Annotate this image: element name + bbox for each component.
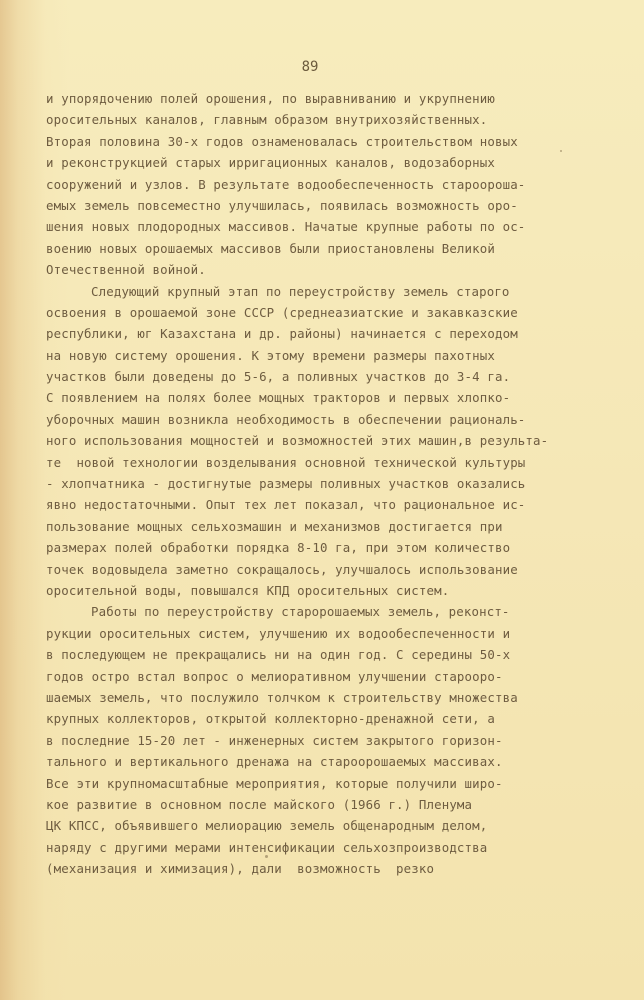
text-line: точек водовыдела заметно сокращалось, улучшалось использование — [46, 561, 518, 577]
page-number: 89 — [301, 59, 319, 75]
text-line: уборочных машин возникла необходимость в обеспечении рациональ- — [46, 411, 526, 427]
text-line: ного использования мощностей и возможностей этих машин,в результа- — [46, 433, 549, 449]
text-line: пользование мощных сельхозмашин и механизмов достигается при — [46, 518, 503, 534]
text-line: крупных коллекторов, открытой коллекторно-дренажной сети, а — [46, 711, 495, 727]
text-line: С появлением на полях более мощных тракторов и первых хлопко- — [46, 390, 511, 406]
text-line: Все эти крупномасштабные мероприятия, которые получили широ- — [46, 775, 503, 791]
paper-speck — [265, 855, 268, 858]
text-line: Отечественной войной. — [46, 262, 206, 278]
body-text — [46, 88, 636, 879]
text-line: - хлопчатника - достигнутые размеры поливных участков оказались — [46, 476, 526, 492]
text-line: те новой технологии возделывания основной технической культуры — [46, 454, 526, 470]
text-line: кое развитие в основном после майского (1966 г.) Пленума — [46, 796, 473, 812]
text-line: республики, юг Казахстана и др. районы) начинается с переходом — [46, 326, 518, 342]
text-line: участков были доведены до 5-6, а поливных участков до 3-4 га. — [46, 369, 511, 385]
text-line: в последние 15-20 лет - инженерных систем закрытого горизон- — [46, 732, 503, 748]
text-line: Вторая половина 30-х годов ознаменовалась строительством новых — [46, 133, 518, 149]
text-line: оросительных каналов, главным образом внутрихозяйственных. — [46, 112, 488, 128]
paragraph-first-line: Работы по переустройству старорошаемых земель, реконст- — [91, 604, 510, 620]
text-line: шаемых земель, что послужило толчком к строительству множества — [46, 689, 518, 705]
text-line: воению новых орошаемых массивов были приостановлены Великой — [46, 240, 495, 256]
text-line: на новую систему орошения. К этому времени размеры пахотных — [46, 347, 495, 363]
text-line: шения новых плодородных массивов. Начатые крупные работы по ос- — [46, 219, 526, 235]
text-line: тального и вертикального дренажа на староорошаемых массивах. — [46, 754, 503, 770]
text-line: оросительной воды, повышался КПД оросительных систем. — [46, 582, 450, 598]
text-line: ЦК КПСС, объявившего мелиорацию земель общенародным делом, — [46, 818, 488, 834]
text-line: наряду с другими мерами интенсификации сельхозпроизводства — [46, 839, 488, 855]
text-line: емых земель повсеместно улучшилась, появилась возможность оро- — [46, 197, 518, 213]
text-line: и реконструкцией старых ирригационных каналов, водозаборных — [46, 155, 495, 171]
text-line: явно недостаточными. Опыт тех лет показал, что рациональное ис- — [46, 497, 526, 513]
text-line: рукции оросительных систем, улучшению их водообеспеченности и — [46, 625, 511, 641]
text-line: годов остро встал вопрос о мелиоративном улучшении староорo- — [46, 668, 503, 684]
text-line: размерах полей обработки порядка 8-10 га, при этом количество — [46, 540, 511, 556]
text-line: освоения в орошаемой зоне СССР (среднеазиатские и закавказские — [46, 304, 518, 320]
paper-speck — [560, 150, 562, 152]
text-line: и упорядочению полей орошения, по выравниванию и укрупнению — [46, 91, 495, 106]
text-line: в последующем не прекращались ни на один год. С середины 50-х — [46, 647, 511, 663]
paragraph-first-line: Следующий крупный этап по переустройству земель старого — [91, 283, 510, 299]
text-line: (механизация и химизация), дали возможность резко — [46, 861, 435, 877]
text-line: сооружений и узлов. В результате водообеспеченность староороша- — [46, 176, 526, 192]
